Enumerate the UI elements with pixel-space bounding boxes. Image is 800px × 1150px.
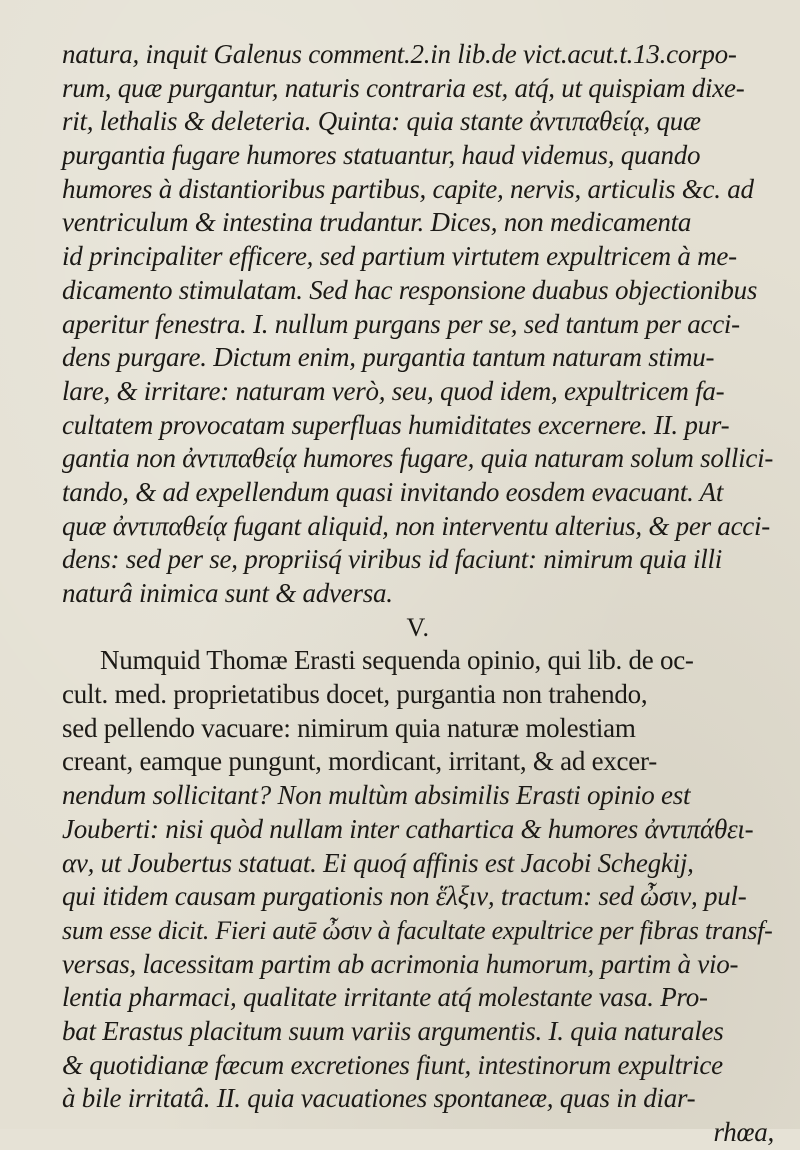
text-line: quæ ἀντιπαθείᾳ fugant aliquid, non interventu alterius, & per acci- [62, 510, 771, 541]
text-line: dens purgare. Dictum enim, purgantia tantum naturam stimu- [62, 342, 715, 373]
text-block [62, 38, 774, 1150]
text-line: cultatem provocatam superfluas humiditates excernere. II. pur- [62, 409, 730, 440]
text-line: à bile irritatâ. II. quia vacuationes spontaneæ, quas in diar- [62, 1083, 696, 1114]
text-line: bat Erastus placitum suum variis argumentis. I. quia naturales [62, 1015, 724, 1046]
text-line: dens: sed per se, propriisq́ viribus id faciunt: nimirum quia illi [62, 544, 722, 575]
catchword: rhœa, [713, 1117, 774, 1147]
text-line: tando, & ad expellendum quasi invitando eosdem evacuant. At [62, 476, 724, 507]
text-line: versas, lacessitam partim ab acrimonia humorum, partim à vio- [62, 948, 739, 979]
text-line: sum esse dicit. Fieri autē ὦσιν à facultate expultrice per fibras transf- [62, 915, 773, 945]
text-line: humores à distantioribus partibus, capite, nervis, articulis &c. ad [62, 173, 754, 204]
text-line: aperitur fenestra. I. nullum purgans per se, sed tantum per acci- [62, 308, 740, 339]
text-line: ventriculum & intestina trudantur. Dices, non medicamenta [62, 207, 692, 238]
text-line: lentia pharmaci, qualitate irritante atq́ molestante vasa. Pro- [62, 982, 708, 1013]
text-line: qui itidem causam purgationis non ἕλξιν, tractum: sed ὦσιν, pul- [62, 881, 747, 912]
text-line: gantia non ἀντιπαθείᾳ humores fugare, quia naturam solum sollici- [62, 443, 774, 474]
text-line: dicamento stimulatam. Sed hac responsione duabus objectionibus [62, 274, 758, 305]
text-line: Jouberti: nisi quòd nullam inter cathartica & humores ἀντιπάθει- [62, 813, 754, 844]
section-number: V. [406, 612, 430, 642]
text-line: purgantia fugare humores statuantur, haud videmus, quando [62, 140, 701, 171]
text-line: lare, & irritare: naturam verò, seu, quod idem, expultricem fa- [62, 375, 725, 406]
text-line: rit, lethalis & deleteria. Quinta: quia stante ἀντιπαθείᾳ, quæ [62, 106, 701, 137]
text-line: nendum sollicitant? Non multùm absimilis Erasti opinio est [62, 780, 691, 811]
text-line: id principaliter efficere, sed partium virtutem expultricem à me- [62, 241, 737, 272]
text-line: naturâ inimica sunt & adversa. [62, 578, 393, 608]
text-line: Numquid Thomæ Erasti sequenda opinio, qui lib. de oc- [100, 645, 694, 676]
text-line: rum, quæ purgantur, naturis contraria est, atq́, ut quispiam dixe- [62, 72, 745, 103]
text-line: αν, ut Joubertus statuat. Ei quoq́ affinis est Jacobi Schegkij, [62, 847, 694, 878]
text-line: sed pellendo vacuare: nimirum quia naturæ molestiam [62, 712, 636, 743]
text-line: natura, inquit Galenus comment.2.in lib.de vict.acut.t.13.corpo- [62, 39, 737, 69]
text-line: cult. med. proprietatibus docet, purgantia non trahendo, [62, 679, 648, 710]
text-line: & quotidianæ fæcum excretiones fiunt, intestinorum expultrice [62, 1049, 723, 1080]
text-line: creant, eamque pungunt, mordicant, irritant, & ad excer- [62, 746, 657, 777]
